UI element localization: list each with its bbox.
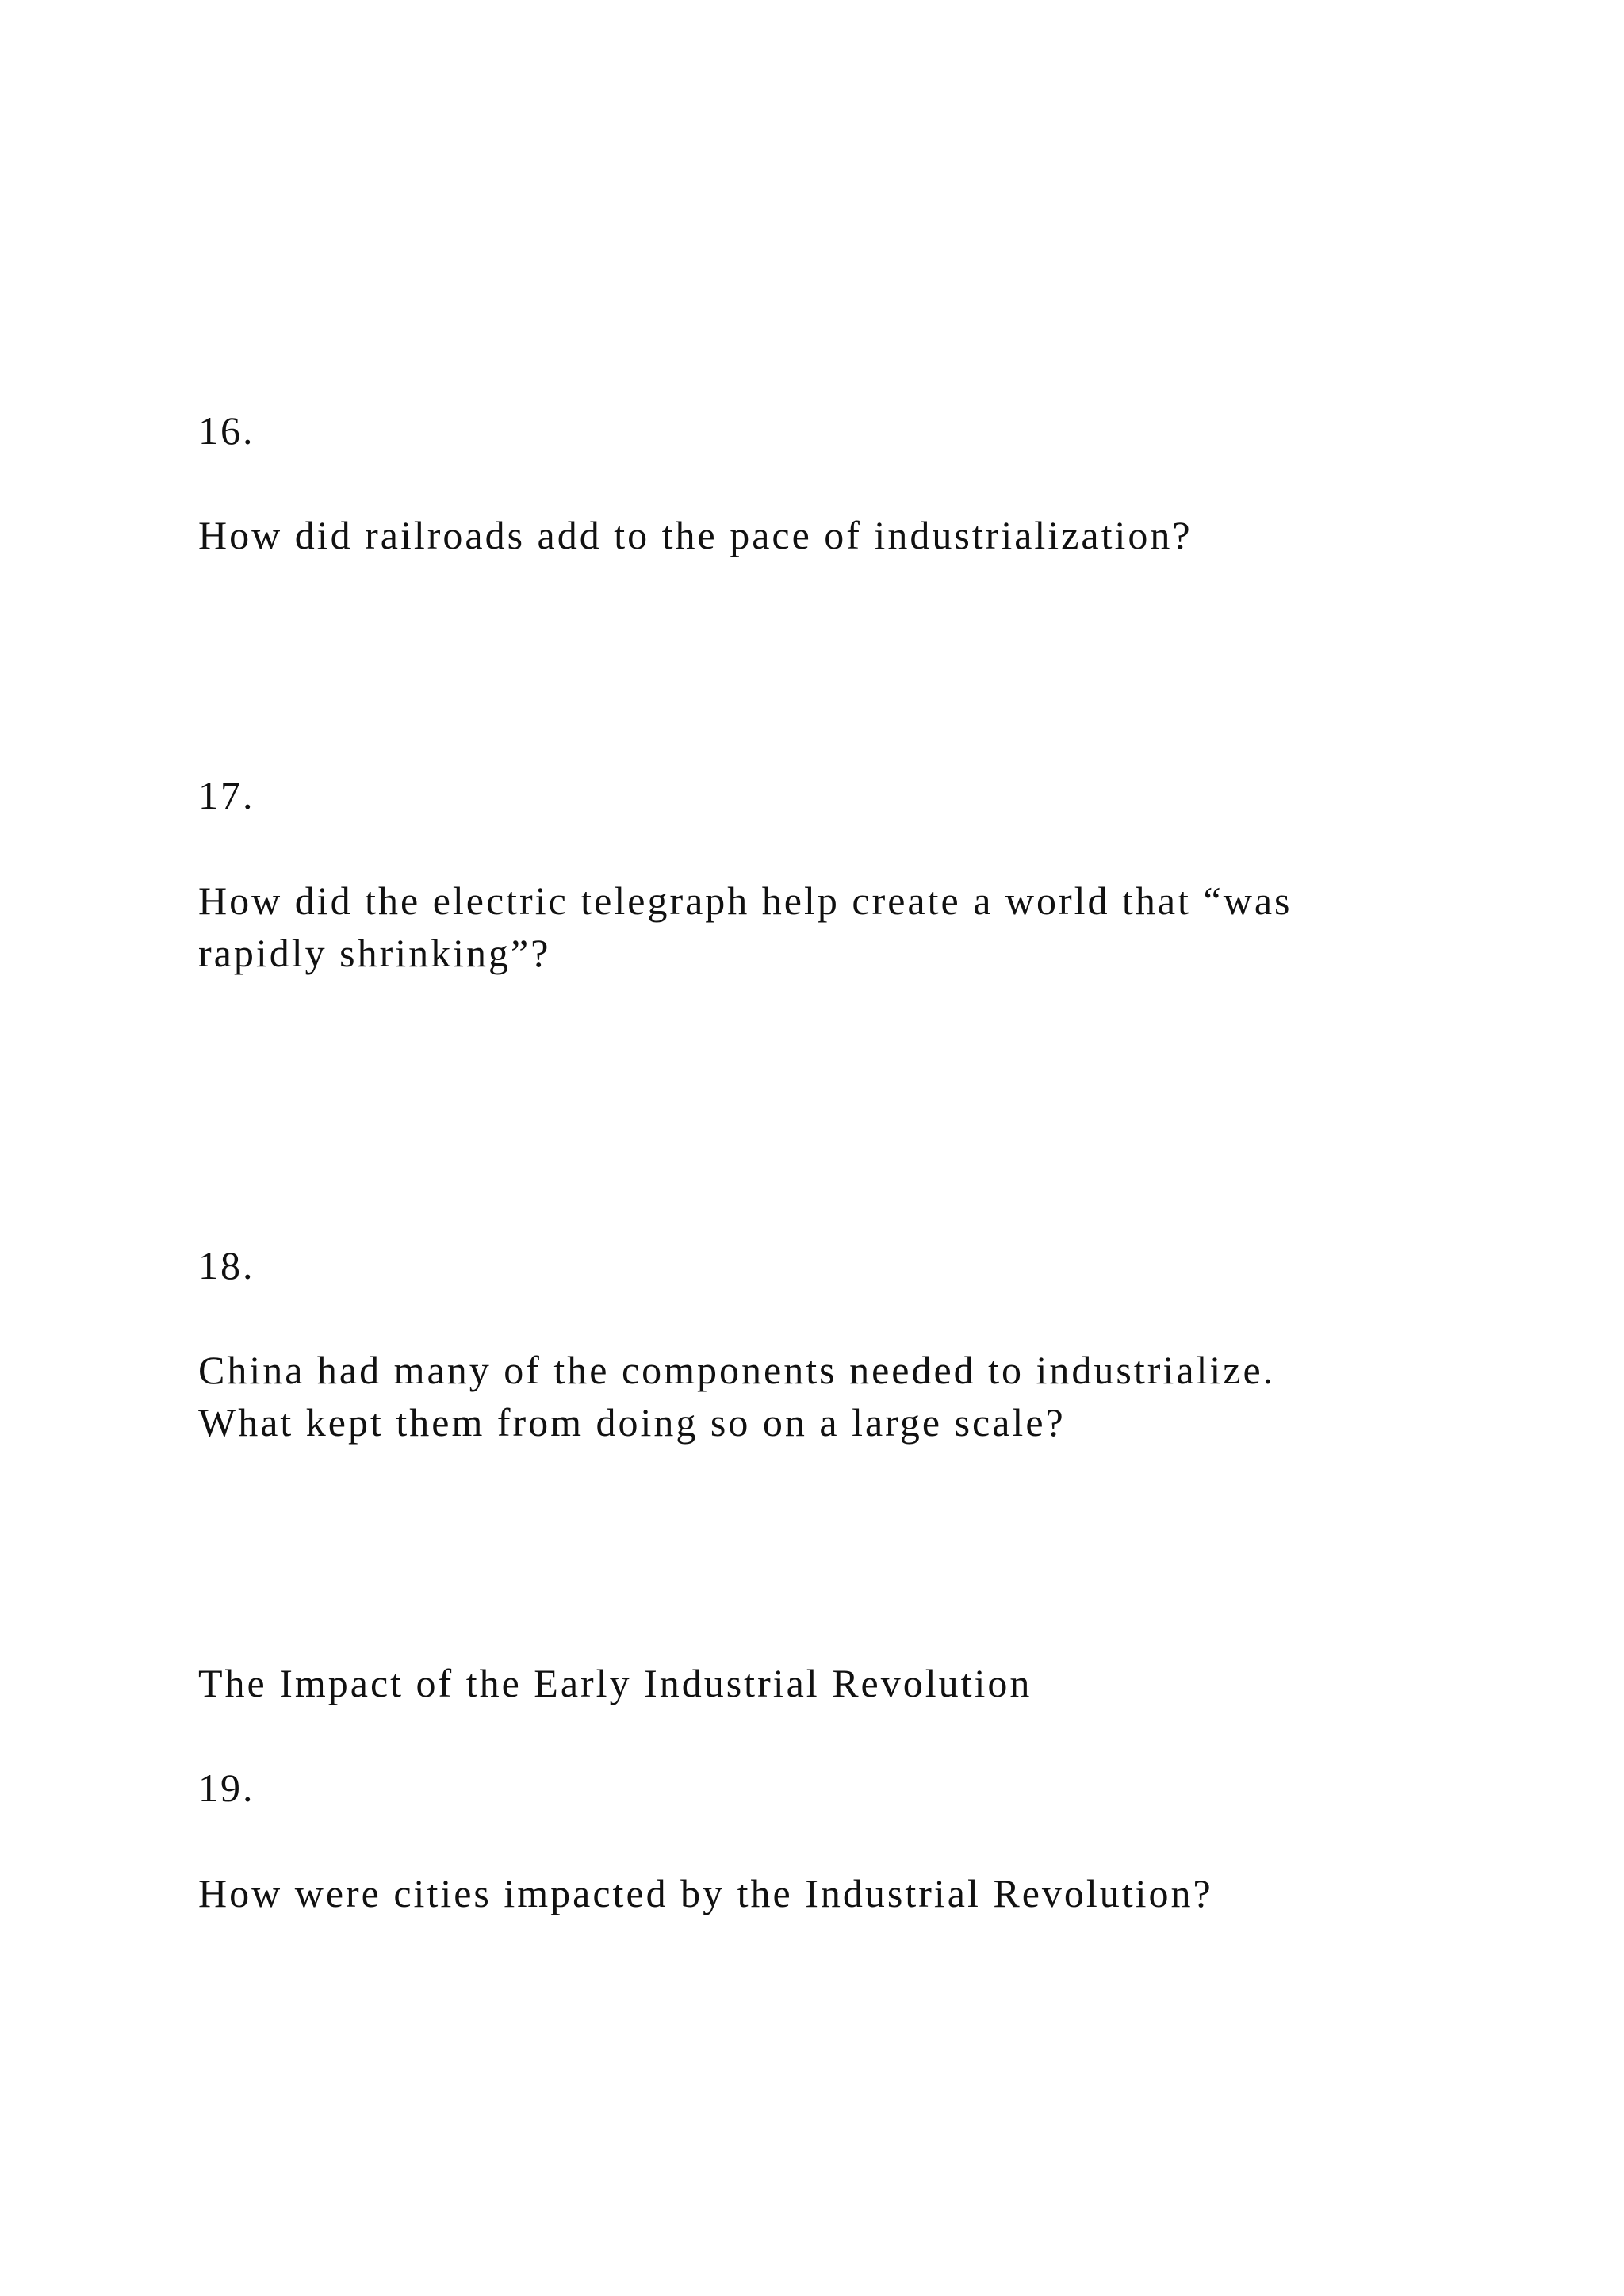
question-18-text-line-1: China had many of the components needed to industrialize. — [198, 1348, 1276, 1392]
question-16-text: How did railroads add to the pace of industrialization? — [198, 513, 1193, 557]
question-17-text-line-1: How did the electric telegraph help create a world that “was — [198, 878, 1293, 923]
question-17-number: 17. — [198, 773, 255, 817]
question-18-number: 18. — [198, 1243, 255, 1288]
question-17-text-line-2: rapidly shrinking”? — [198, 931, 551, 975]
question-19-text: How were cities impacted by the Industrial Revolution? — [198, 1871, 1213, 1915]
question-19-number: 19. — [198, 1766, 255, 1810]
question-18-text-line-2: What kept them from doing so on a large scale? — [198, 1400, 1066, 1445]
question-16-number: 16. — [198, 408, 255, 453]
section-heading: The Impact of the Early Industrial Revolution — [198, 1661, 1032, 1705]
